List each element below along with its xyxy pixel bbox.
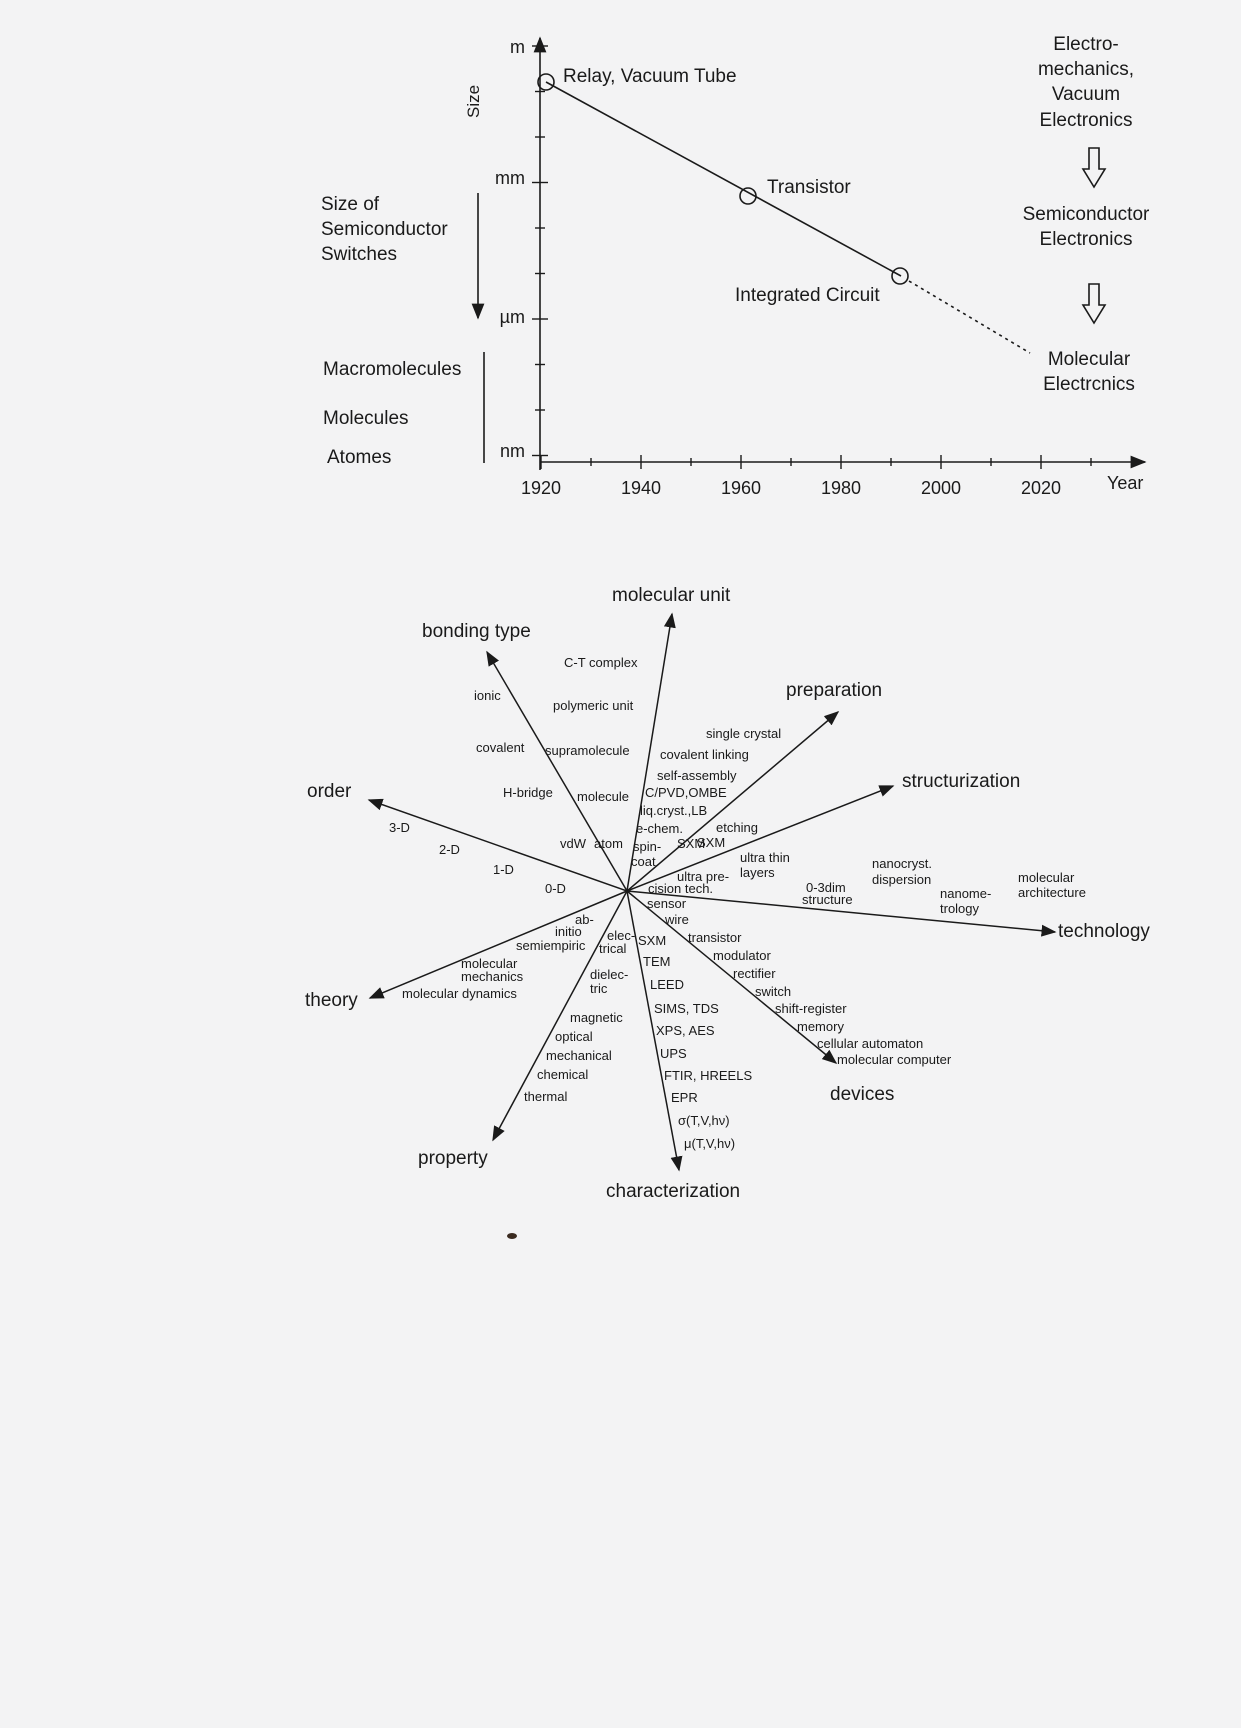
characterization-item: σ(T,V,hν) — [678, 1113, 730, 1128]
theory-item: ab- — [575, 912, 594, 927]
property-item: magnetic — [570, 1010, 623, 1025]
era-label-line: Electronics — [1039, 229, 1133, 250]
bonding-item: H-bridge — [503, 785, 553, 800]
x-tick-labels — [521, 478, 1061, 498]
x-tick-label: 1980 — [820, 478, 862, 498]
x-tick-label: 1940 — [620, 478, 662, 498]
y-axis-title: Size — [464, 84, 483, 118]
scan-speck — [507, 1233, 517, 1239]
switch-size-label-line: Switches — [321, 244, 398, 265]
devices-item: memory — [797, 1019, 844, 1034]
axis-title: theory — [305, 990, 358, 1011]
point-label: Integrated Circuit — [735, 285, 880, 306]
era-transition-arrow-icon — [1083, 284, 1105, 323]
y-tick-label: mm — [495, 168, 525, 188]
preparation-item: liq.cryst.,LB — [640, 803, 708, 818]
theory-item: molecular — [461, 956, 518, 971]
preparation-item: single crystal — [706, 726, 782, 741]
trend-line-projection — [909, 281, 1030, 353]
axis-order — [369, 800, 627, 891]
era-label-line: Molecular — [1047, 349, 1131, 370]
characterization-item: UPS — [660, 1046, 687, 1061]
era-label-line: Electronics — [1039, 110, 1133, 131]
bonding-item: vdW — [560, 836, 586, 851]
characterization-item: TEM — [643, 954, 671, 969]
switch-size-label-line: Size of — [321, 194, 380, 215]
bonding-item: atom — [594, 836, 623, 851]
devices-item: transistor — [688, 930, 742, 945]
bonding-item: ionic — [474, 688, 501, 703]
bonding-item: covalent — [476, 740, 525, 755]
technology-item: sensor — [647, 896, 687, 911]
scale-label: Molecules — [323, 408, 409, 429]
axis-title: preparation — [786, 680, 883, 701]
technology-item: wire — [665, 912, 689, 927]
y-tick-label: nm — [499, 441, 525, 461]
preparation-item: e-chem. — [636, 821, 683, 836]
devices-item: molecular computer — [837, 1052, 952, 1067]
bonding-item: polymeric unit — [553, 698, 634, 713]
y-tick-label: µm — [499, 307, 525, 327]
technology-item: nanocryst. — [872, 856, 932, 871]
era-label-line: Electrcnics — [1043, 374, 1135, 395]
era-list — [1023, 34, 1150, 395]
technology-item: dispersion — [872, 872, 932, 887]
preparation-item: C/PVD,OMBE — [645, 785, 727, 800]
order-item: 0-D — [545, 881, 566, 896]
x-axis-title: Year — [1107, 473, 1144, 493]
property-item: optical — [555, 1029, 593, 1044]
era-label-line: Vacuum — [1051, 84, 1121, 105]
structurization-item: ultra pre- — [677, 869, 730, 884]
point-label: Transistor — [767, 177, 851, 198]
theory-item: molecular dynamics — [402, 986, 517, 1001]
x-tick-label: 2020 — [1020, 478, 1062, 498]
preparation-item: SXM — [677, 836, 706, 851]
order-item: 3-D — [389, 820, 410, 835]
axis-title: order — [307, 781, 352, 802]
switch-size-label-line: Semiconductor — [321, 219, 448, 240]
x-tick-label: 1920 — [520, 478, 562, 498]
property-item: elec- — [607, 928, 636, 943]
property-item: mechanical — [546, 1048, 612, 1063]
scale-label: Atomes — [327, 447, 392, 468]
y-tick-label: m — [510, 37, 525, 57]
order-item: 2-D — [439, 842, 460, 857]
property-item: thermal — [524, 1089, 568, 1104]
preparation-item: self-assembly — [657, 768, 737, 783]
era-label-line: Semiconductor — [1022, 204, 1150, 225]
characterization-item: SIMS, TDS — [654, 1001, 719, 1016]
property-item: trical — [599, 941, 627, 956]
devices-item: switch — [755, 984, 792, 999]
era-transition-arrow-icon — [1083, 148, 1105, 187]
structurization-item: layers — [740, 865, 775, 880]
property-item: chemical — [537, 1067, 589, 1082]
bonding-item: supramolecule — [545, 743, 630, 758]
technology-item: structure — [802, 892, 853, 907]
theory-item: initio — [555, 924, 582, 939]
property-item: dielec- — [590, 967, 629, 982]
property-item: tric — [590, 981, 608, 996]
characterization-item: SXM — [638, 933, 667, 948]
technology-item: architecture — [1018, 885, 1086, 900]
devices-item: cellular automaton — [817, 1036, 924, 1051]
x-tick-label: 2000 — [920, 478, 962, 498]
structurization-item: etching — [716, 820, 758, 835]
characterization-item: FTIR, HREELS — [664, 1068, 753, 1083]
bonding-item: C-T complex — [564, 655, 638, 670]
point-label: Relay, Vacuum Tube — [563, 66, 737, 87]
axis-title: structurization — [902, 771, 1021, 792]
devices-item: shift-register — [775, 1001, 847, 1016]
axis-title: molecular unit — [612, 585, 731, 606]
x-tick-label: 1960 — [720, 478, 762, 498]
theory-item: semiempiric — [516, 938, 586, 953]
axis-title: devices — [830, 1084, 895, 1105]
axis-title: technology — [1058, 921, 1150, 942]
preparation-item: spin- — [633, 839, 662, 854]
era-label-line: mechanics, — [1037, 59, 1135, 80]
characterization-item: LEED — [650, 977, 684, 992]
bonding-item: molecule — [577, 789, 630, 804]
axis-title: property — [418, 1148, 488, 1169]
scale-label: Macromolecules — [323, 359, 462, 380]
order-item: 1-D — [493, 862, 514, 877]
preparation-item: coat — [631, 854, 656, 869]
technology-item: 0-3dim — [806, 880, 846, 895]
technology-item: nanome- — [940, 886, 992, 901]
technology-item: trology — [940, 901, 980, 916]
axis-bonding-type — [487, 652, 630, 891]
era-label-line: Electro- — [1053, 34, 1119, 55]
devices-item: rectifier — [733, 966, 776, 981]
theory-item: mechanics — [461, 969, 524, 984]
characterization-item: EPR — [671, 1090, 698, 1105]
structurization-item: cision tech. — [648, 881, 714, 896]
axis-title: characterization — [606, 1181, 741, 1202]
timeline-chart — [321, 34, 1150, 498]
structurization-item: ultra thin — [740, 850, 790, 865]
axis-title: bonding type — [422, 621, 531, 642]
characterization-item: XPS, AES — [656, 1023, 715, 1038]
structurization-item: SXM — [697, 835, 726, 850]
technology-item: molecular — [1018, 870, 1075, 885]
preparation-item: covalent linking — [660, 747, 749, 762]
devices-item: modulator — [713, 948, 771, 963]
y-tick-labels — [495, 37, 525, 461]
classification-wheel — [305, 585, 1150, 1202]
characterization-item: μ(T,V,hν) — [684, 1136, 736, 1151]
